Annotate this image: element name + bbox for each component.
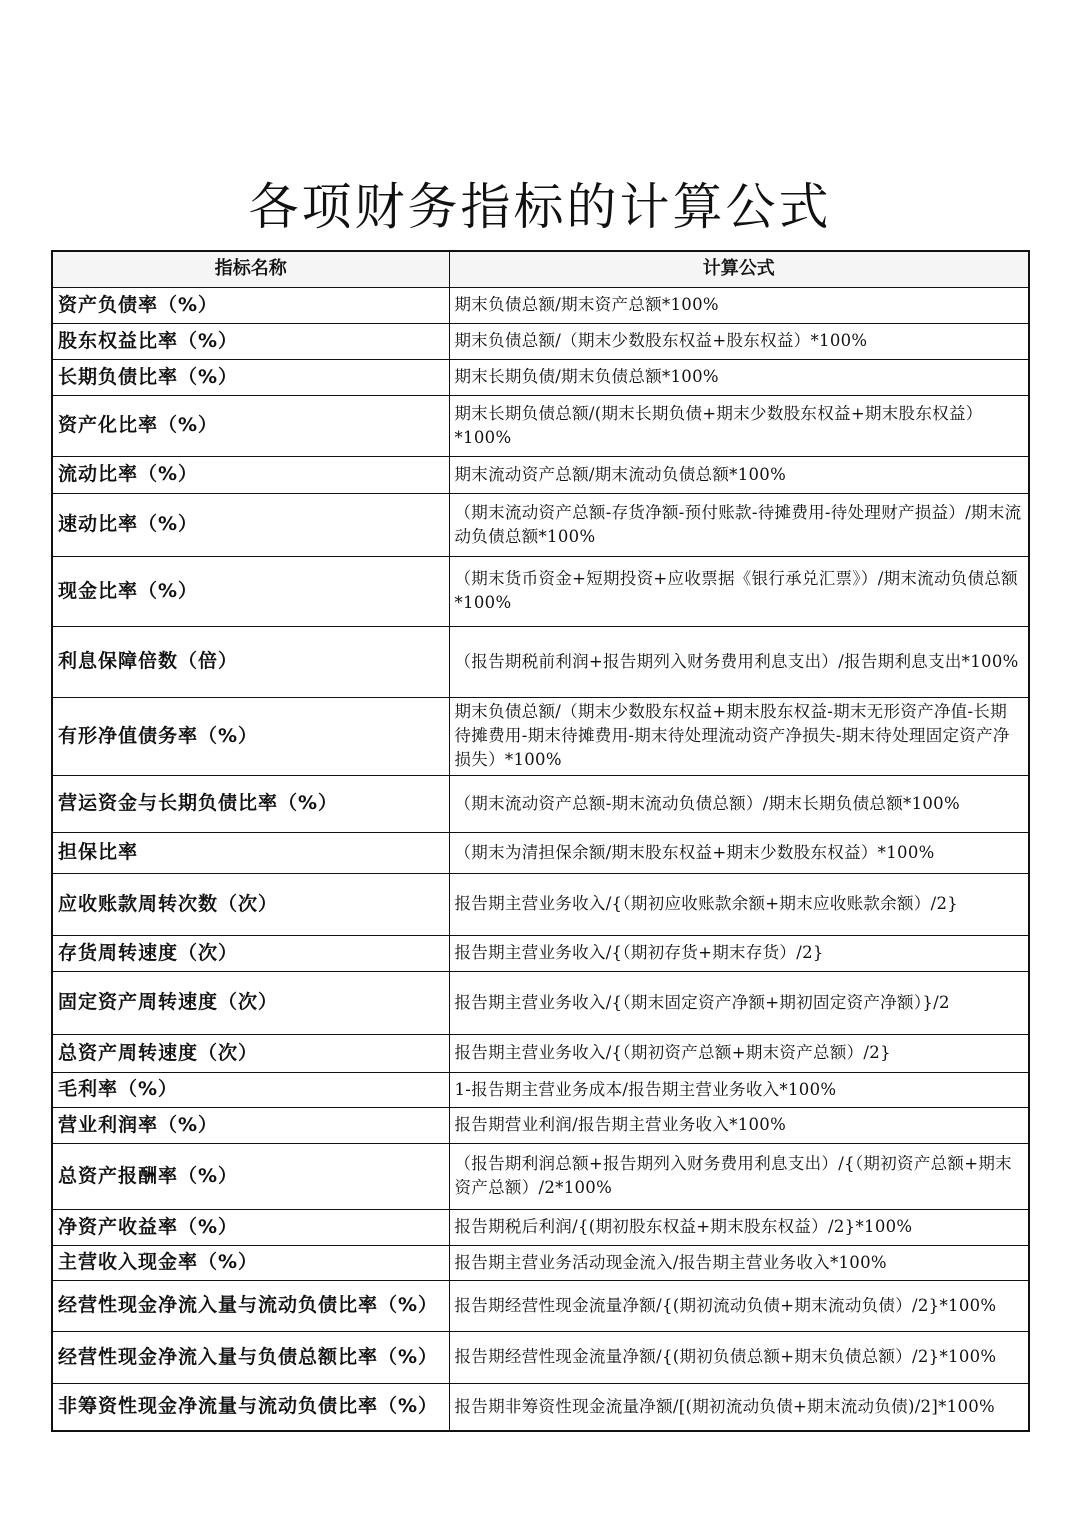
table-row [52,456,1029,493]
indicator-name: 长期负债比率（%） [52,359,449,395]
table-row [52,775,1029,832]
indicator-formula: 报告期非筹资性现金流量净额/[(期初流动负债+期末流动负债)/2]*100% [449,1383,1029,1431]
indicator-formula: 报告期主营业务收入/{（期初资产总额+期末资产总额）/2} [449,1034,1029,1072]
indicator-name: 营业利润率（%） [52,1107,449,1143]
indicator-name: 速动比率（%） [52,493,449,556]
indicator-formula: 报告期经营性现金流量净额/{(期初流动负债+期末流动负债）/2}*100% [449,1280,1029,1331]
table-row [52,287,1029,323]
table-row [52,1209,1029,1245]
table-row [52,1107,1029,1143]
indicator-formula: 报告期经营性现金流量净额/{(期初负债总额+期末负债总额）/2}*100% [449,1331,1029,1383]
indicator-formula: （期末流动资产总额-存货净额-预付账款-待摊费用-待处理财产损益）/期末流动负债总额*100% [449,493,1029,556]
column-header-indicator-name: 指标名称 [52,251,449,287]
indicator-name: 担保比率 [52,832,449,873]
indicator-formula: （期末货币资金+短期投资+应收票据《银行承兑汇票》）/期末流动负债总额*100% [449,556,1029,626]
table-row [52,323,1029,359]
indicator-name: 固定资产周转速度（次） [52,971,449,1034]
indicator-formula: 期末长期负债总额/(期末长期负债+期末少数股东权益+期末股东权益）*100% [449,395,1029,456]
indicator-name: 经营性现金净流入量与负债总额比率（%） [52,1331,449,1383]
indicator-formula: 期末流动资产总额/期末流动负债总额*100% [449,456,1029,493]
table-row [52,1143,1029,1209]
indicator-name: 非筹资性现金净流量与流动负债比率（%） [52,1383,449,1431]
indicator-formula: 期末负债总额/（期末少数股东权益+股东权益）*100% [449,323,1029,359]
indicator-name: 资产化比率（%） [52,395,449,456]
indicator-name: 总资产周转速度（次） [52,1034,449,1072]
table-row [52,359,1029,395]
indicator-name: 毛利率（%） [52,1072,449,1107]
table-row [52,1034,1029,1072]
table-row [52,556,1029,626]
indicator-name: 主营收入现金率（%） [52,1245,449,1280]
indicator-name: 存货周转速度（次） [52,935,449,971]
table-header-row [52,251,1029,287]
indicator-name: 营运资金与长期负债比率（%） [52,775,449,832]
indicator-name: 经营性现金净流入量与流动负债比率（%） [52,1280,449,1331]
indicator-formula: 1-报告期主营业务成本/报告期主营业务收入*100% [449,1072,1029,1107]
table-row [52,1331,1029,1383]
column-header-formula: 计算公式 [449,251,1029,287]
indicator-formula: 期末负债总额/期末资产总额*100% [449,287,1029,323]
table-row [52,971,1029,1034]
indicator-formula: 报告期税后利润/{(期初股东权益+期末股东权益）/2}*100% [449,1209,1029,1245]
table-row [52,493,1029,556]
table-row [52,626,1029,697]
indicator-name: 资产负债率（%） [52,287,449,323]
indicator-name: 净资产收益率（%） [52,1209,449,1245]
indicator-name: 应收账款周转次数（次） [52,873,449,935]
indicator-formula: 报告期主营业务活动现金流入/报告期主营业务收入*100% [449,1245,1029,1280]
indicator-formula: 报告期主营业务收入/{（期初应收账款余额+期末应收账款余额）/2} [449,873,1029,935]
table-row [52,1280,1029,1331]
indicator-formula: 期末长期负债/期末负债总额*100% [449,359,1029,395]
indicator-formula: 报告期营业利润/报告期主营业务收入*100% [449,1107,1029,1143]
indicator-name: 流动比率（%） [52,456,449,493]
indicator-formula: （期末为清担保余额/期末股东权益+期末少数股东权益）*100% [449,832,1029,873]
indicator-formula: 报告期主营业务收入/{（期末固定资产净额+期初固定资产净额）}/2 [449,971,1029,1034]
table-row [52,697,1029,775]
indicator-formula: （期末流动资产总额-期末流动负债总额）/期末长期负债总额*100% [449,775,1029,832]
table-row [52,873,1029,935]
table-row [52,395,1029,456]
indicator-name: 利息保障倍数（倍） [52,626,449,697]
page-title: 各项财务指标的计算公式 [248,178,832,236]
table-row [52,1072,1029,1107]
table-row [52,832,1029,873]
indicator-formula: 报告期主营业务收入/{（期初存货+期末存货）/2} [449,935,1029,971]
indicator-formula: （报告期税前利润+报告期列入财务费用利息支出）/报告期利息支出*100% [449,626,1029,697]
indicator-name: 有形净值债务率（%） [52,697,449,775]
financial-ratio-table [51,250,1030,1432]
table-row [52,1383,1029,1431]
table-row [52,1245,1029,1280]
indicator-name: 总资产报酬率（%） [52,1143,449,1209]
indicator-name: 股东权益比率（%） [52,323,449,359]
table-row [52,935,1029,971]
indicator-formula: 期末负债总额/（期末少数股东权益+期末股东权益-期末无形资产净值-长期待摊费用-期末待摊费用-期末待处理流动资产净损失-期末待处理固定资产净损失）*100% [449,697,1029,775]
indicator-formula: （报告期利润总额+报告期列入财务费用利息支出）/{（期初资产总额+期末资产总额）/2*100% [449,1143,1029,1209]
indicator-name: 现金比率（%） [52,556,449,626]
